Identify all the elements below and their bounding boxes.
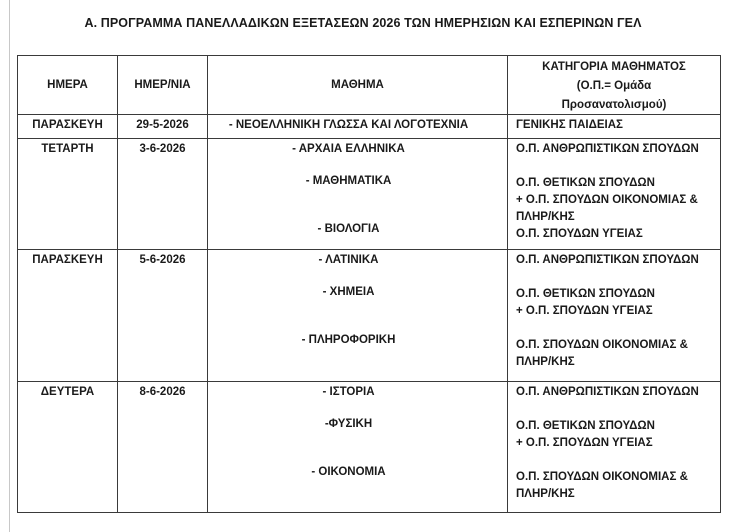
subject-spacer [208,448,507,464]
exam-date: 5-6-2026 [118,250,208,382]
subject-name: -ΦΥΣΙΚΗ [324,418,373,430]
subject-cell [208,382,508,513]
table-row [18,115,721,139]
subject-cell [208,115,508,139]
subject-name: - ΑΡΧΑΙΑ ΕΛΛΗΝΙΚΑ [292,143,405,155]
subject-spacer [208,316,507,332]
category-spacer [508,452,720,469]
category-name: ΓΕΝΙΚΗΣ ΠΑΙΔΕΙΑΣ [516,119,623,131]
subject-spacer [208,400,507,416]
category-name: ΠΛΗΡ/ΚΗΣ [516,488,575,500]
exam-day: ΔΕΥΤΕΡΑ [18,382,118,513]
category-name: Ο.Π. ΘΕΤΙΚΩΝ ΣΠΟΥΔΩΝ [516,420,655,432]
subject-name: - ΒΙΟΛΟΓΙΑ [317,223,380,235]
table-header-row [18,56,721,115]
exam-date: 29-5-2026 [118,115,208,139]
subject-spacer [208,205,507,221]
category-spacer [508,401,720,418]
table-row [18,382,721,513]
subject-spacer [208,157,507,173]
category-cell [508,250,721,382]
subject-spacer [208,189,507,205]
category-name: Ο.Π. ΑΝΘΡΩΠΙΣΤΙΚΩΝ ΣΠΟΥΔΩΝ [516,254,699,266]
subject-name: - ΝΕΟΕΛΛΗΝΙΚΗ ΓΛΩΣΣΑ ΚΑΙ ΛΟΓΟΤΕΧΝΙΑ [228,119,469,131]
category-header-line-2: (Ο.Π.= Ομάδα [576,79,652,92]
category-name: Ο.Π. ΘΕΤΙΚΩΝ ΣΠΟΥΔΩΝ [516,288,655,300]
category-name: Ο.Π. ΣΠΟΥΔΩΝ ΟΙΚΟΝΟΜΙΑΣ & [516,339,688,351]
document-title: Α. ΠΡΟΓΡΑΜΜΑ ΠΑΝΕΛΛΑΔΙΚΩΝ ΕΞΕΤΑΣΕΩΝ 2026 ΤΩΝ ΗΜΕΡΗΣΙΩΝ ΚΑΙ ΕΣΠΕΡΙΝΩΝ ΓΕΛ [84,16,642,30]
category-name: Ο.Π. ΣΠΟΥΔΩΝ ΥΓΕΙΑΣ [516,228,643,240]
subject-cell [208,250,508,382]
category-name: Ο.Π. ΑΝΘΡΩΠΙΣΤΙΚΩΝ ΣΠΟΥΔΩΝ [516,386,699,398]
category-spacer [508,320,720,337]
exam-date: 3-6-2026 [118,139,208,250]
column-header-subject: ΜΑΘΗΜΑ [208,56,508,115]
category-name: + Ο.Π. ΣΠΟΥΔΩΝ ΟΙΚΟΝΟΜΙΑΣ & [516,194,698,206]
subject-cell [208,139,508,250]
category-spacer [508,269,720,286]
category-cell [508,382,721,513]
subject-name: - ΜΑΘΗΜΑΤΙΚΑ [305,175,392,187]
column-header-category [508,56,721,115]
table-row [18,250,721,382]
category-name: Ο.Π. ΘΕΤΙΚΩΝ ΣΠΟΥΔΩΝ [516,177,655,189]
subject-name: - ΠΛΗΡΟΦΟΡΙΚΗ [301,334,396,346]
column-header-date: ΗΜΕΡ/ΝΙΑ [118,56,208,115]
subject-spacer [208,480,507,496]
subject-name: - ΛΑΤΙΝΙΚΑ [318,254,379,266]
exam-date: 8-6-2026 [118,382,208,513]
category-name: + Ο.Π. ΣΠΟΥΔΩΝ ΥΓΕΙΑΣ [516,305,653,317]
subject-spacer [208,348,507,364]
column-header-day: ΗΜΕΡΑ [18,56,118,115]
category-name: + Ο.Π. ΣΠΟΥΔΩΝ ΥΓΕΙΑΣ [516,437,653,449]
subject-spacer [208,432,507,448]
category-spacer [508,158,720,175]
left-margin-rule [9,0,10,532]
category-name: ΠΛΗΡ/ΚΗΣ [516,211,575,223]
subject-spacer [208,300,507,316]
category-cell [508,115,721,139]
table-row [18,139,721,250]
category-name: Ο.Π. ΣΠΟΥΔΩΝ ΟΙΚΟΝΟΜΙΑΣ & [516,471,688,483]
exam-schedule-table [17,55,721,513]
subject-name: - ΧΗΜΕΙΑ [322,286,375,298]
category-cell [508,139,721,250]
subject-name: - ΟΙΚΟΝΟΜΙΑ [311,466,386,478]
exam-day: ΤΕΤΑΡΤΗ [18,139,118,250]
exam-day: ΠΑΡΑΣΚΕΥΗ [18,115,118,139]
category-name: ΠΛΗΡ/ΚΗΣ [516,356,575,368]
subject-spacer [208,268,507,284]
category-header-line-1: ΚΑΤΗΓΟΡΙΑ ΜΑΘΗΜΑΤΟΣ [542,60,686,73]
category-header-line-3: Προσανατολισμού) [561,98,667,111]
subject-name: - ΙΣΤΟΡΙΑ [322,386,375,398]
category-name: Ο.Π. ΑΝΘΡΩΠΙΣΤΙΚΩΝ ΣΠΟΥΔΩΝ [516,143,699,155]
exam-day: ΠΑΡΑΣΚΕΥΗ [18,250,118,382]
